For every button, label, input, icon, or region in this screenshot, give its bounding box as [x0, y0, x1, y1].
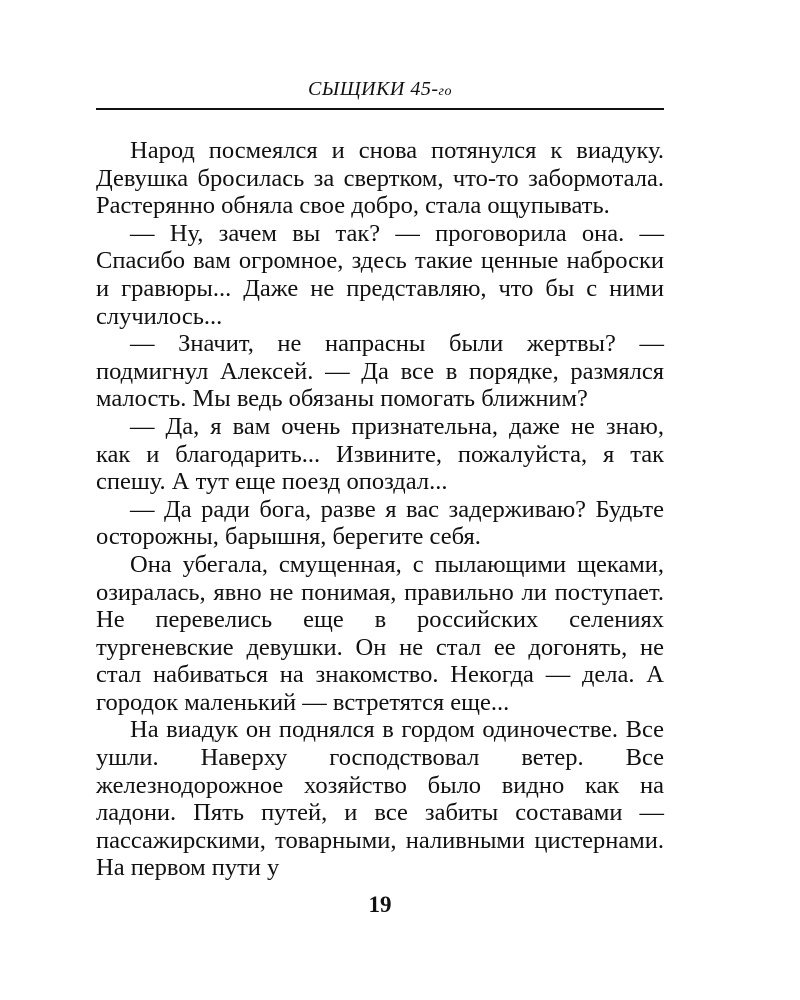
page-number: 19 — [368, 892, 392, 917]
running-head-suffix: го — [438, 84, 452, 99]
running-head — [96, 78, 664, 101]
paragraph: — Ну, зачем вы так? — проговорила она. — Спасибо вам огромное, здесь такие ценные наброски и гравюры... Даже не представляю, что бы с ними случилось... — [96, 219, 664, 330]
paragraph: — Да, я вам очень признательна, даже не знаю, как и благодарить... Извините, пожалуйста, я так спешу. А тут еще поезд опоздал... — [96, 412, 664, 496]
running-head-title: СЫЩИКИ 45- — [308, 78, 439, 100]
paragraph: — Да ради бога, разве я вас задерживаю? Будьте осторожны, барышня, берегите себя. — [96, 495, 664, 551]
header-rule — [96, 108, 664, 110]
paragraph: — Значит, не напрасны были жертвы? — подмигнул Алексей. — Да все в порядке, размялся малость. Мы ведь обязаны помогать ближним? — [96, 330, 664, 413]
paragraph: Народ посмеялся и снова потянулся к виадуку. Девушка бросилась за свертком, что-то забормотала. Растерянно обняла свое добро, стала ощупывать. — [96, 137, 664, 220]
paragraph: На виадук он поднялся в гордом одиночестве. Все ушли. Наверху господствовал ветер. Все железнодорожное хозяйство было видно как на ладони. Пять путей, и все забиты составами — пассажирскими, товарными, наливными цистернами. На первом пути у — [96, 716, 664, 882]
body-text — [96, 137, 664, 882]
paragraph: Она убегала, смущенная, с пылающими щеками, озиралась, явно не понимая, правильно ли поступает. Не перевелись еще в российских селениях тургеневские девушки. Он не стал ее догонять, не стал набиваться на знакомство. Некогда — дела. А городок маленький — встретятся еще... — [96, 550, 664, 716]
